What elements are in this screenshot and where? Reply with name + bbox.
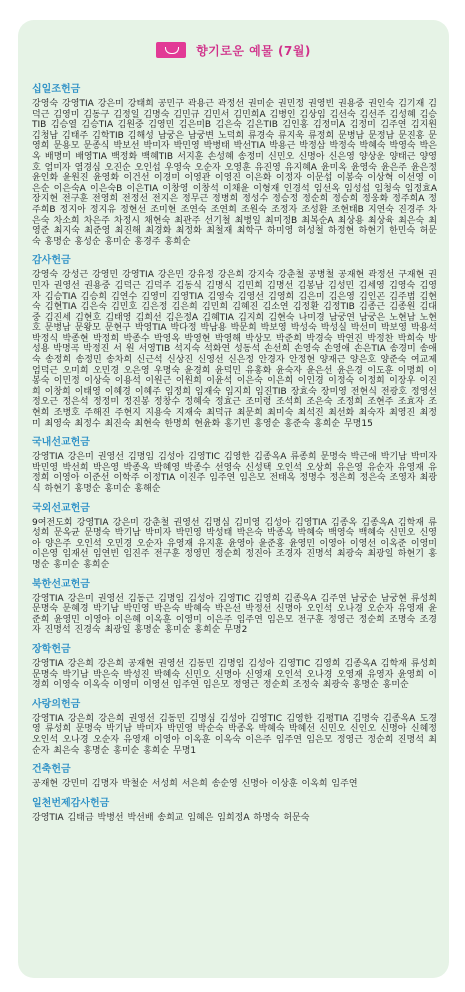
section-title: 감사헌금: [32, 255, 71, 267]
name-list: 강영숙 강영TIA 강은미 강태희 공민구 곽용근 곽정선 권미순 권민정 권영빈 권용중 권인숙 김기재 김덕근 김영미 김동구 김정일 김명숙 김민규 김민서 김민희A 김병인 김상임 김선숙 김선주 김성혜 김승TIB 김승열 김승TIA 김원중 김영민 김은미B 김은숙 김은TIB 김인홍 김정미A 김정미 김주연 김지원 김청남 김태주 김학TIB 김해성 남궁은 남궁변 노덕희 류경숙 류지욱 류정희 문병남 문정남 문진홍 문영희 문용모 문종식 박보선 박미자 박민영 박병태 박선TIA 박용근 박정삼 박정숙 박혜숙 박영숙 박은옥 배명미 배영TIA 백정화 백혜TIB 서지훈 손성혜 송정미 신민오 신명아 신은영 양상운 양태근 양영호 엄미자 염경심 오진순 오인섭 우영숙 오순자 오영훈 유진영 유지혜A 윤미옥 윤영숙 윤은주 윤은정 윤인화 윤원진 윤영화 이건선 이경미 이영관 이영진 이은화 이정자 이문섭 이봉숙 이상혁 이선영 이은순 이은숙A 이은숙B 이은TIA 이창영 이창석 이채윤 이형재 인경석 임선옥 임성섭 임청숙 임정효A 장지현 전구훈 전영희 전정선 전지은 정무근 정병희 정성수 정승정 정순희 정승희 정웅화 정주희A 정주희B 정지아 정지유 정현선 조미현 조연숙 조연희 조원숙 조정자 조성환 조현태B 지연숙 진경주 차은숙 차소희 차은주 차정시 채현숙 최관주 선기철 최병일 최미정B 최복순A 최상용 최상육 최은숙 최영준 최지숙 최준영 최진해 최경화 최정화 최철재 최학구 하미영 허성철 하정현 하현기 한민숙 허문숙 홍명순 홍성순 홍미순 홍경주 홍희순: [32, 99, 437, 247]
section-north-korea-mission: [32, 578, 437, 636]
section-title: 일천번제감사헌금: [32, 797, 110, 809]
section-thousand-offering: [32, 797, 437, 824]
section-scholarship: [32, 643, 437, 691]
bulletin-card: [18, 20, 449, 978]
section-tithe: [32, 83, 437, 247]
name-list: 강영TIA 강은희 강은희 권영선 김동민 김명심 김성아 김영TIC 김영한 김평TIA 김명숙 김종옥A 도경영 류성희 문명숙 박기남 박미자 박민영 박순숙 박종옥 박혜숙 박혜선 신민오 신인오 신명아 신혜정 오인석 오나경 오순자 유영재 이영아 이옥훈 이옥숙 이은주 임주연 임은모 정영근 정순희 진명석 최순자 최은숙 홍명순 홍미순 홍희순 무명1: [32, 713, 437, 756]
name-list: 강영TIA 강은희 강은희 공재현 권영선 김동민 김명임 김성아 김영TIC 김영희 김종옥A 김학재 류성희 문명숙 박기남 박은숙 박성진 박혜숙 신민오 신명아 신영재 오인석 오나경 오영재 유영자 윤영희 이경희 이영숙 이옥숙 이영미 이영선 임주연 임은모 정영근 정순희 조정숙 최광숙 홍명순 홍미순: [32, 658, 437, 691]
section-foreign-mission: [32, 502, 437, 571]
section-title: 장학헌금: [32, 643, 71, 655]
section-title: 국외선교헌금: [32, 502, 90, 514]
section-title: 십일조헌금: [32, 84, 81, 95]
section-love: [32, 698, 437, 756]
header: [18, 40, 449, 60]
section-title: 북한선교헌금: [32, 578, 90, 590]
section-title: 건축헌금: [32, 764, 71, 776]
name-list: 9여전도회 강영TIA 강은미 강춘철 권영선 김명심 김미영 김성아 김영TIA 김종옥 김종옥A 김학재 류성희 문옥균 문명숙 박기남 박미자 박민영 박성태 박은숙 박종옥 박혜숙 백영숙 백혜숙 신민오 신영아 양은주 오인석 오민경 오순자 유영재 유지훈 윤영아 윤준홍 윤영민 이영아 이영선 이옥준 이영미 이은영 임재선 임연빈 임진주 전구훈 정영민 정순희 정진아 조경자 진명석 최광숙 최광일 하현기 홍명순 홍미순 홍희순: [32, 517, 437, 570]
section-title: 사랑의헌금: [32, 698, 81, 710]
name-list: 강영TIA 김태금 박병선 박선배 송희교 임혜은 임희정A 하명숙 허문숙: [32, 812, 310, 823]
page-title: 향기로운 예물 (7월): [196, 43, 311, 58]
offering-list: [32, 83, 437, 830]
name-list: 강영숙 강성근 강영민 강영TIA 강은민 강유정 강은희 강지숙 강춘철 공병철 공재현 곽정선 구재현 권민자 권영선 권용중 김덕근 김덕주 김동식 김명식 김민희 김명선 김봉남 김성민 김세영 김영숙 김영자 김승TIA 김승희 김연수 김영미 김영TIA 김영숙 김영선 김영희 김은미 김은영 김인곤 김주범 김현숙 김현TIA 김은숙 김민호 김은정 김은희 김민희 김혜진 김소연 김정환 김정TIB 김종근 김종원 김대중 김진세 김현호 김태영 김희선 김은정A 김혜TIA 김지희 김현숙 나미경 남궁연 남궁은 노현남 노현호 문병남 문왕모 문현구 박영TIA 박다정 박남용 박문희 박보영 박성숙 박성실 박선미 박보영 박용석 박정식 박종현 박정희 박종수 박영옥 박영현 박영해 박상모 박준희 박경숙 박연진 박정찬 박희숙 방성용 박명곡 박정진 서 원 서영TIB 석지숙 석화연 성동석 손선희 손영숙 손영애 손은TIA 송경미 송애숙 송정희 송정민 송차희 신근석 신상진 신영선 신은정 안경자 안정현 양재근 양은호 양준숙 여교제 엄덕근 오미희 오민경 오은영 우명숙 윤경희 윤덕민 유홍화 윤숙자 윤은선 윤은경 이도훈 이명희 이봉숙 이민정 이상숙 이용석 이원근 이원희 이윤석 이은숙 이은희 이인경 이정숙 이정희 이장우 이진희 이창희 이태영 이혜경 이혜주 임정희 임재숙 임지희 임진TIB 장효숙 장미영 전현식 전광호 정영선 정오근 정은석 정정미 정진봉 정창수 정혜숙 정효근 조미령 조석희 조은숙 조정희 조현주 조효자 조현희 조병호 주해진 주현지 지용숙 지재숙 최덕규 최문희 최미숙 최석진 최선화 최숙자 최영진 최정미 최영숙 최정수 최진숙 최현숙 한명희 현윤화 홍기빈 홍영순 홍준숙 홍희순 무명15: [32, 270, 437, 429]
section-thanksgiving: [32, 254, 437, 429]
section-title: 국내선교헌금: [32, 437, 90, 449]
name-list: 강영TIA 강은미 권영선 김동근 김명임 김성아 김영TIC 김영희 김종옥A 김주연 남궁순 남궁현 류성희 문명숙 문혜경 박기남 박민영 박은숙 박혜숙 박은선 박정선 신명아 오인석 오나경 오순자 유영재 윤준희 윤영민 이영아 이은혜 이옥훈 이영미 이은주 임주연 임은모 전구훈 정영근 정순희 조명숙 조경자 진명석 진경숙 최광일 홍명순 홍미순 홍희순 무명2: [32, 593, 437, 636]
smile-icon: [156, 42, 186, 58]
section-building: [32, 763, 437, 790]
section-domestic-mission: [32, 436, 437, 494]
name-list: 공재현 강민미 김명자 박철순 서성희 서은희 송순영 신명아 이상훈 이옥희 임주연: [32, 779, 358, 790]
name-list: 강영TIA 강은미 권영선 김명임 김성아 김영TIC 김영한 김종옥A 류종희 문명숙 박근애 박기남 박미자 박민영 박선희 박은영 박종옥 박혜영 박종수 선영숙 신성택 오인석 오상희 유은영 유순자 유영재 유정희 이영아 이준선 이학주 이정TIA 이진주 임주연 임은모 전태옥 정명수 정은희 정은숙 조영자 최광식 하현기 홍명순 홍미순 홍해순: [32, 452, 437, 494]
